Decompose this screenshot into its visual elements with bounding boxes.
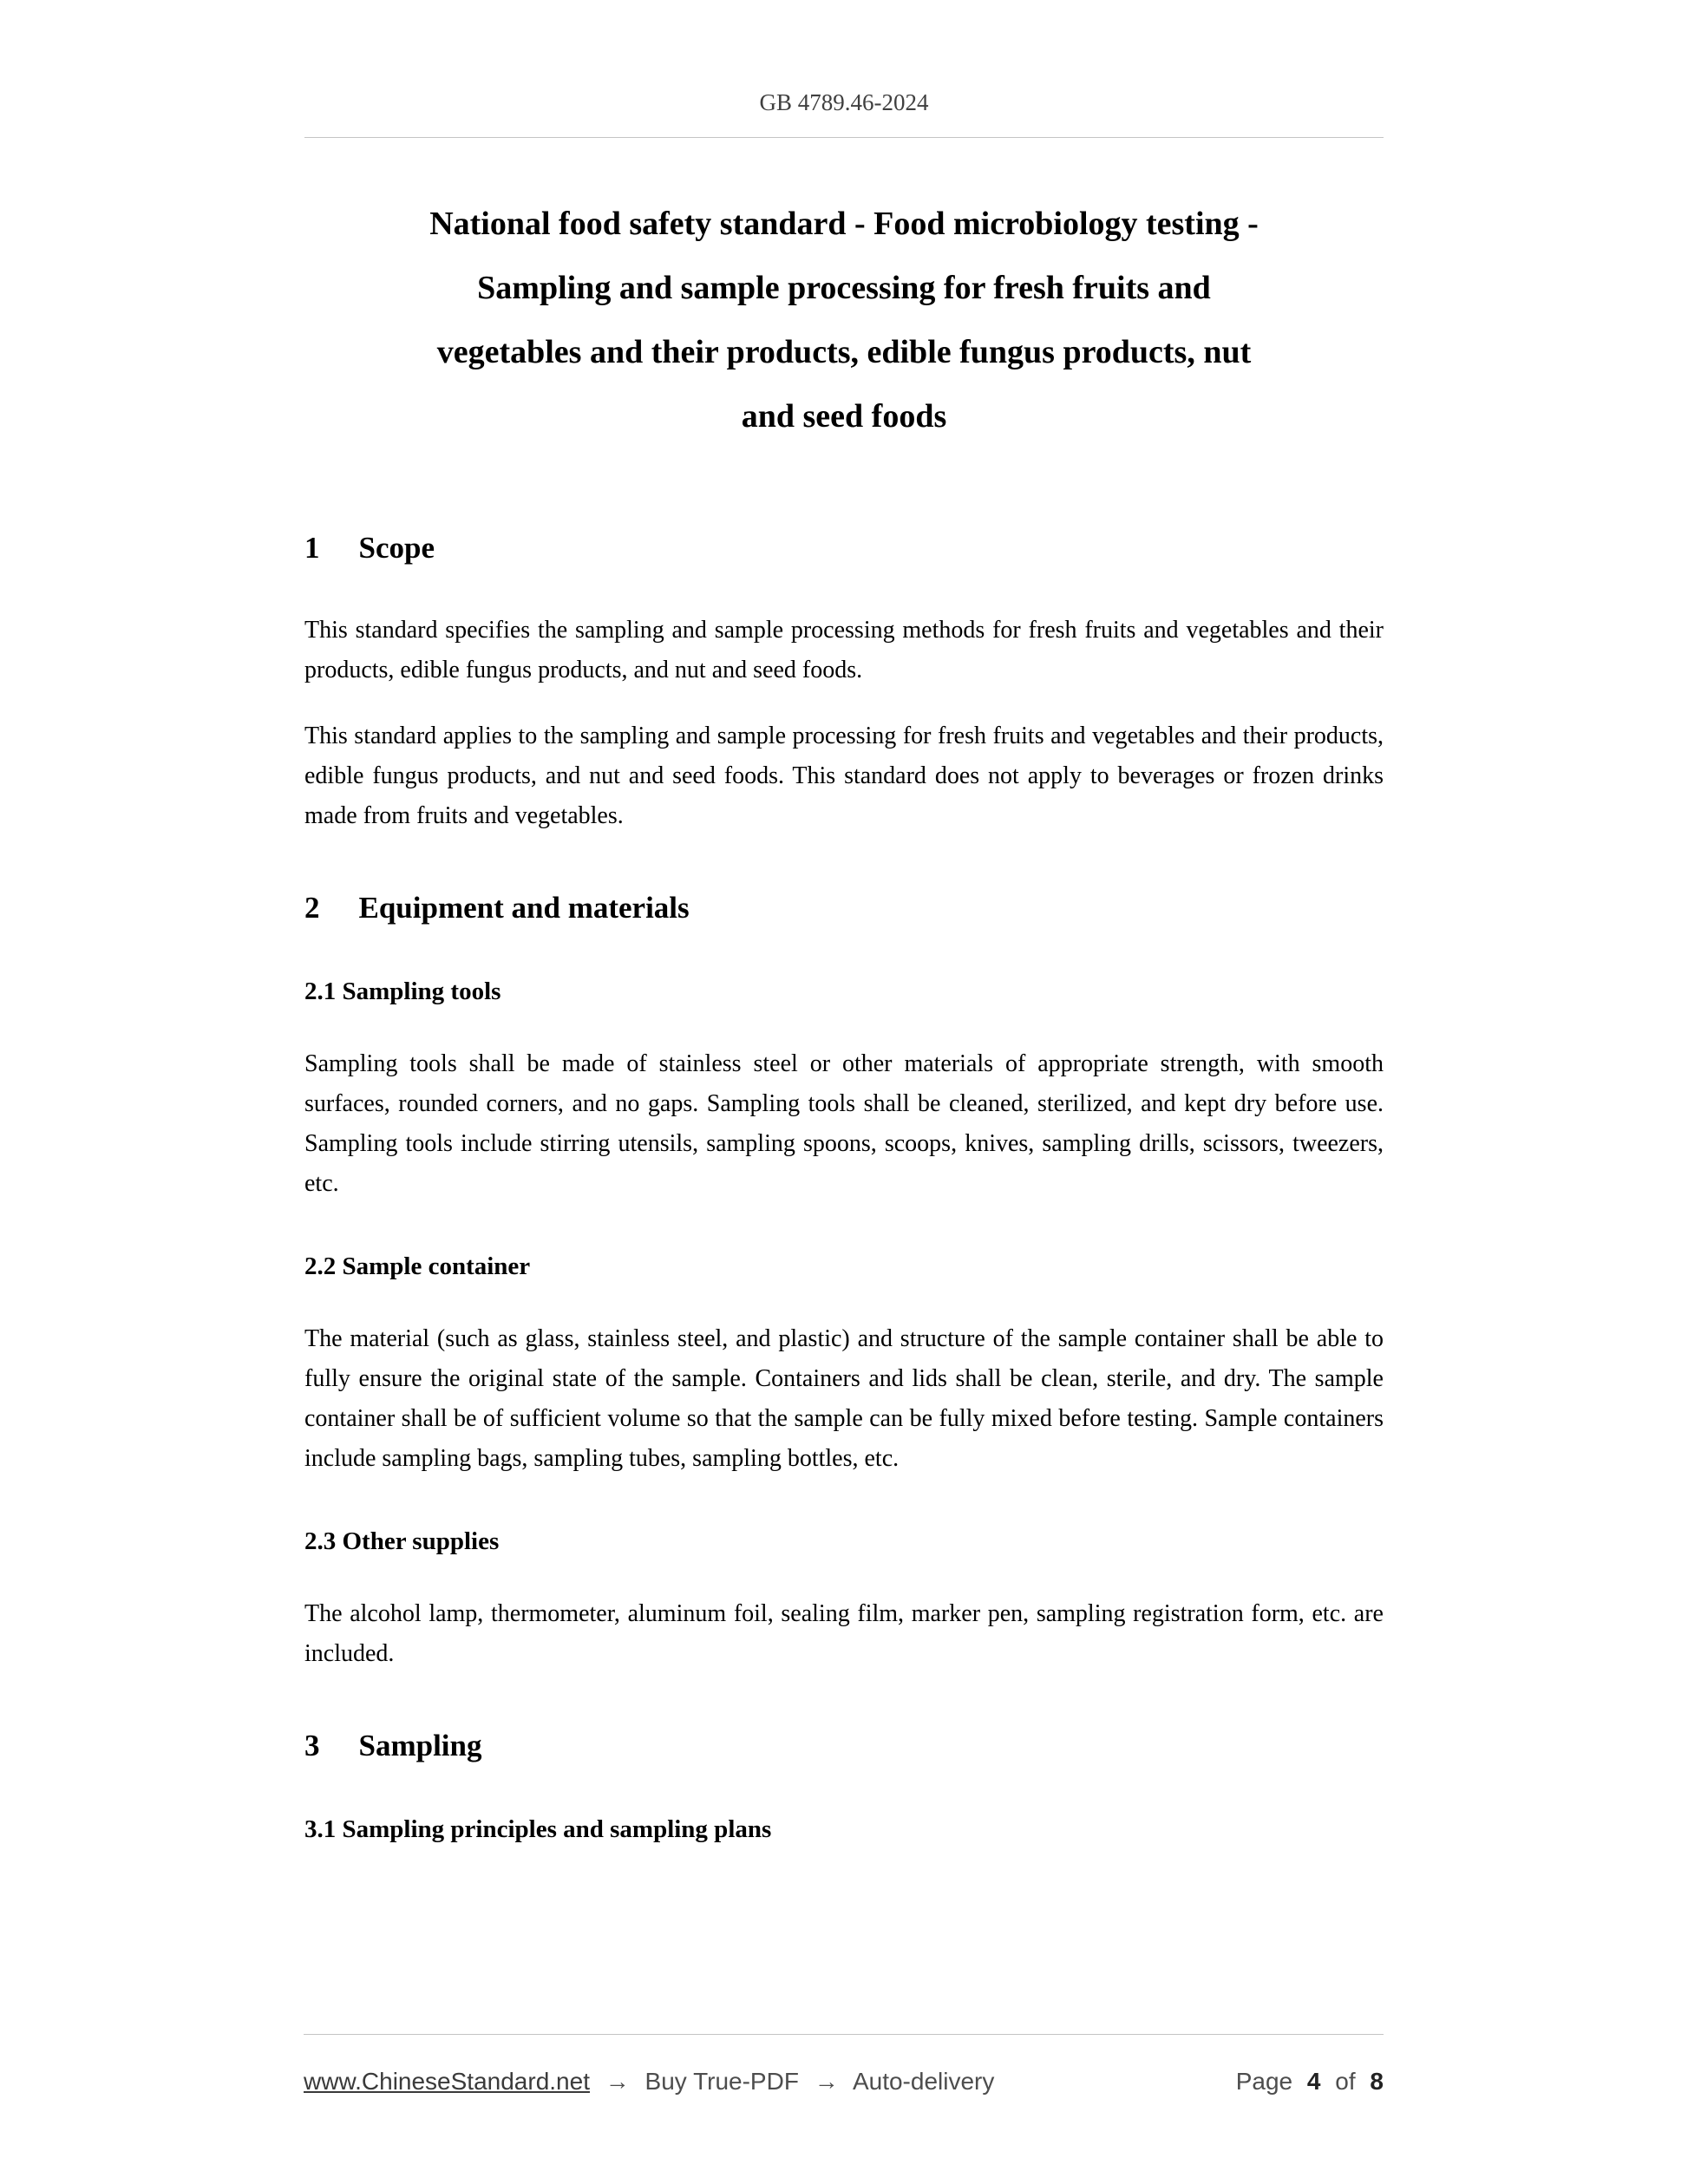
section-1-heading xyxy=(304,526,1384,569)
section-3-title: Sampling xyxy=(358,1729,482,1762)
total-page-number: 8 xyxy=(1370,2068,1384,2095)
page-content xyxy=(0,87,1688,1847)
auto-delivery-label: Auto-delivery xyxy=(852,2068,995,2095)
footer-source-line xyxy=(304,2068,1003,2096)
subsection-heading-3-1: 3.1 Sampling principles and sampling plans xyxy=(304,1815,772,1843)
website-link[interactable]: www.ChineseStandard.net xyxy=(304,2068,590,2095)
section-2-title: Equipment and materials xyxy=(358,891,690,925)
doc-number: GB 4789.46-2024 xyxy=(759,89,929,115)
subsection-heading-2-1: 2.1 Sampling tools xyxy=(304,978,501,1005)
paragraph: Sampling tools shall be made of stainless steel or other materials of appropriate strength, with smooth surfaces, rounded corners, and no gaps. Sampling tools shall be cleaned, sterilized, and kept dry before use. Sampling tools include stirring utensils, sampling spoons, scoops, knives, sampling drills, scissors, tweezers, etc. xyxy=(304,1050,1384,1197)
of-label: of xyxy=(1335,2068,1356,2095)
section-1-title: Scope xyxy=(358,531,435,565)
section-3-heading xyxy=(304,1724,1384,1767)
subsection-heading-2-2: 2.2 Sample container xyxy=(304,1252,531,1280)
page-footer xyxy=(304,2034,1384,2096)
arrow-icon: → xyxy=(814,2068,839,2095)
paragraph: This standard applies to the sampling and sample processing for fresh fruits and vegetables and their products, edible fungus products, and nut and seed foods. This standard does not apply to beverages or frozen drinks made from fruits and vegetables. xyxy=(304,723,1384,829)
document-title xyxy=(304,192,1384,448)
page-indicator xyxy=(1228,2068,1384,2096)
document-title-line: vegetables and their products, edible fungus products, nut xyxy=(436,334,1252,370)
subsection-heading-2-3: 2.3 Other supplies xyxy=(304,1527,500,1555)
page-label: Page xyxy=(1235,2068,1293,2095)
section-3-number: 3 xyxy=(304,1729,320,1762)
document-title-line: and seed foods xyxy=(741,398,947,435)
header-divider xyxy=(304,137,1384,138)
document-title-line: Sampling and sample processing for fresh fruits and xyxy=(477,270,1211,306)
buy-pdf-label: Buy True-PDF xyxy=(644,2068,799,2095)
document-title-line: National food safety standard - Food microbiology testing - xyxy=(429,206,1259,242)
paragraph: This standard specifies the sampling and sample processing methods for fresh fruits and vegetables and their products, edible fungus products, and nut and seed foods. xyxy=(304,617,1384,683)
paragraph: The alcohol lamp, thermometer, aluminum foil, sealing film, marker pen, sampling registration form, etc. are included. xyxy=(304,1600,1384,1667)
section-2-number: 2 xyxy=(304,891,320,925)
section-1-number: 1 xyxy=(304,531,320,565)
current-page-number: 4 xyxy=(1306,2068,1321,2095)
section-2-heading xyxy=(304,886,1384,929)
paragraph: The material (such as glass, stainless steel, and plastic) and structure of the sample container shall be able to fully ensure the original state of the sample. Containers and lids shall be clean, sterile, and dry. The sample container shall be of sufficient volume so that the sample can be fully mixed before testing. Sample containers include sampling bags, sampling tubes, sampling bottles, etc. xyxy=(304,1325,1384,1472)
arrow-icon: → xyxy=(605,2068,630,2095)
